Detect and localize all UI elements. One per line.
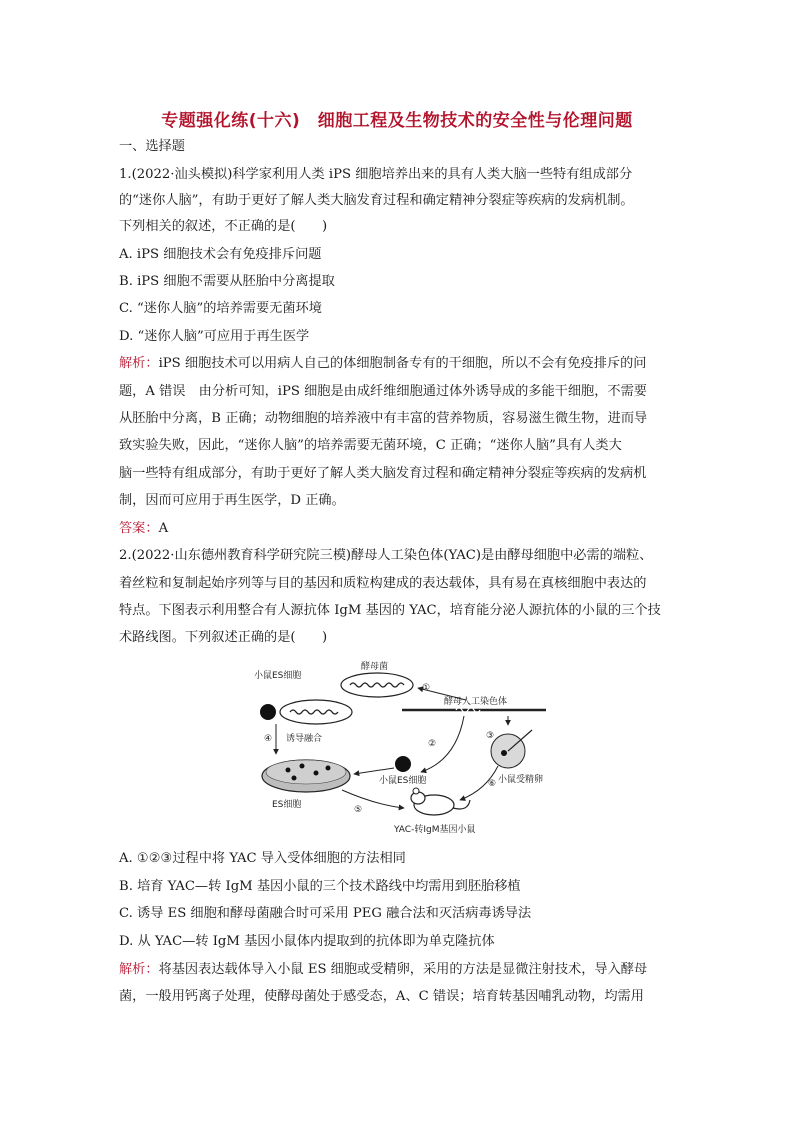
page-title: 专题强化练(十六) 细胞工程及生物技术的安全性与伦理问题 — [161, 111, 633, 131]
es-cell-mid-label: 小鼠ES细胞 — [379, 776, 427, 786]
q1-answer-label: 答案： — [119, 521, 159, 536]
colony-dot-icon — [300, 764, 305, 769]
q1-stem-line: 下列相关的叙述，不正确的是( ) — [119, 219, 328, 234]
q1-option-c: C. “迷你人脑”的培养需要无菌环境 — [119, 301, 322, 316]
q1-option-d: D. “迷你人脑”可应用于再生医学 — [119, 329, 310, 344]
step-1-label: ① — [422, 683, 431, 693]
q1-analysis-text: iPS 细胞技术可以用病人自己的体细胞制备专有的干细胞，所以不会有免疫排斥的问 — [158, 356, 647, 371]
step-6-label: ⑥ — [488, 779, 497, 789]
q2-option-b: B. 培育 YAC—转 IgM 基因小鼠的三个技术路线中均需用到胚胎移植 — [119, 879, 521, 894]
petri-dish-inner-icon — [266, 760, 346, 784]
q1-analysis-line: 脑一些特有组成部分，有助于更好了解人类大脑发育过程和确定精神分裂症等疾病的发病机 — [119, 466, 647, 481]
fert-egg-label: 小鼠受精卵 — [498, 775, 544, 785]
egg-nucleus-icon — [501, 750, 507, 756]
q2-option-c: C. 诱导 ES 细胞和酵母菌融合时可采用 PEG 融合法和灭活病毒诱导法 — [119, 906, 532, 921]
q1-answer-value: A — [158, 521, 169, 536]
q2-option-d: D. 从 YAC—转 IgM 基因小鼠体内提取到的抗体即为单克隆抗体 — [119, 934, 495, 949]
q1-analysis-label: 解析： — [119, 356, 159, 371]
q1-analysis-line: 题，A 错误 由分析可知，iPS 细胞是由成纤维细胞通过体外诱导成的多能干细胞，不需要 — [119, 384, 647, 399]
colony-dot-icon — [314, 771, 319, 776]
q2-stem-line: 2.(2022·山东德州教育科学研究院三模)酵母人工染色体(YAC)是由酵母细胞中必需的端粒、 — [119, 548, 653, 563]
q2-stem-line: 着丝粒和复制起始序列等与目的基因和质粒构建成的表达载体，具有易在真核细胞中表达的 — [119, 576, 647, 591]
q1-option-a: A. iPS 细胞技术会有免疫排斥问题 — [119, 247, 322, 262]
yac-pathway-diagram — [246, 660, 566, 840]
q1-analysis-line — [119, 355, 679, 373]
arrow-es-to-dish — [354, 768, 394, 774]
es-cell-mid-icon — [395, 756, 411, 772]
mouse-ear-icon — [413, 788, 419, 794]
mouse-tail-icon — [453, 800, 470, 809]
colony-dot-icon — [326, 766, 331, 771]
q1-analysis-line: 致实验失败，因此，“迷你人脑”的培养需要无菌环境，C 正确；“迷你人脑”具有人类大 — [119, 438, 622, 453]
es-cell-top-label: 小鼠ES细胞 — [254, 671, 302, 681]
q2-stem-line: 特点。下图表示利用整合有人源抗体 IgM 基因的 YAC，培育能分泌人源抗体的小鼠的三个技 — [119, 603, 661, 618]
q1-stem-line: 的“迷你人脑”，有助于更好了解人类大脑发育过程和确定精神分裂症等疾病的发病机制。 — [119, 193, 634, 208]
q1-answer-line — [119, 520, 679, 538]
fusion-label: 诱导融合 — [286, 734, 323, 744]
q1-stem-line: 1.(2022·汕头模拟)科学家利用人类 iPS 细胞培养出来的具有人类大脑一些特有组成部分 — [119, 167, 633, 182]
colony-dot-icon — [292, 776, 297, 781]
yeast-cell-icon — [341, 673, 413, 697]
yac-label: 酵母人工染色体 — [444, 697, 508, 707]
q2-analysis-text: 将基因表达载体导入小鼠 ES 细胞或受精卵，采用的方法是显微注射技术，导入酵母 — [158, 962, 648, 977]
yeast-label: 酵母菌 — [361, 662, 389, 672]
colony-dot-icon — [286, 768, 291, 773]
q1-option-b: B. iPS 细胞不需要从胚胎中分离提取 — [119, 274, 335, 289]
es-cell-icon — [260, 704, 276, 720]
q2-option-a: A. ①②③过程中将 YAC 导入受体细胞的方法相同 — [119, 851, 406, 866]
q1-analysis-line: 从胚胎中分离，B 正确；动物细胞的培养液中有丰富的营养物质，容易滋生微生物，进而导 — [119, 411, 648, 426]
q1-analysis-line: 制，因而可应用于再生医学，D 正确。 — [119, 493, 345, 508]
step-4-label: ④ — [264, 734, 273, 744]
arrow-step-5 — [342, 790, 404, 808]
step-5-label: ⑤ — [354, 805, 363, 815]
q2-analysis-line — [119, 961, 679, 979]
section-heading: 一、选择题 — [119, 139, 185, 154]
q2-analysis-label: 解析： — [119, 962, 159, 977]
step-3-label: ③ — [486, 731, 495, 741]
q2-stem-line: 术路线图。下列叙述正确的是( ) — [119, 630, 328, 645]
es-dish-label: ES细胞 — [272, 800, 302, 810]
q2-analysis-line: 菌，一般用钙离子处理，使酵母菌处于感受态，A、C 错误；培育转基因哺乳动物，均需用 — [119, 989, 644, 1004]
step-2-label: ② — [428, 739, 437, 749]
mouse-label: YAC-转IgM基因小鼠 — [394, 825, 476, 835]
